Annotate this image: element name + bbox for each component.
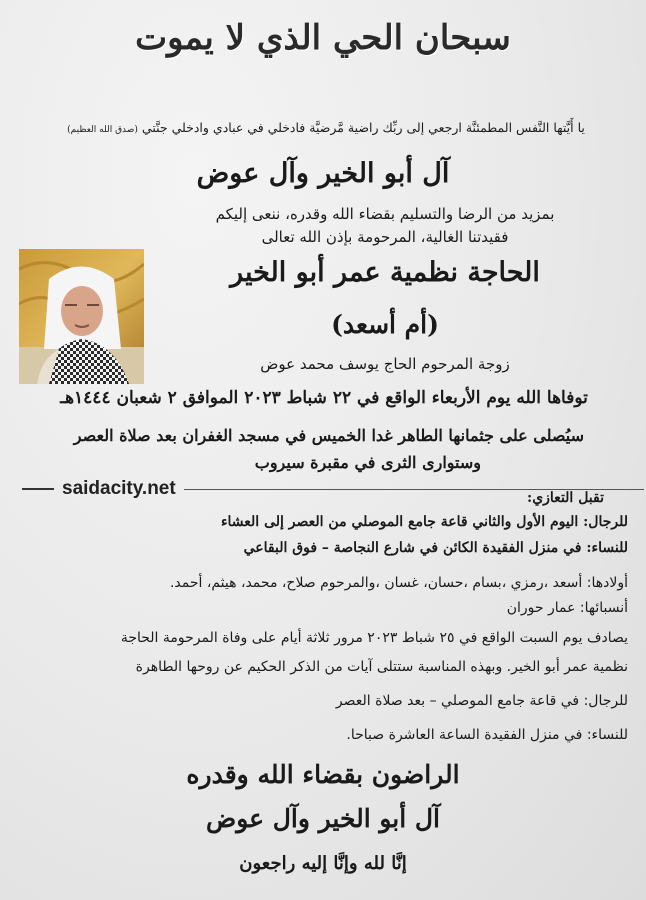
intro-line-1: بمزيد من الرضا والتسليم بقضاء الله وقدره، ننعى إليكم [215, 205, 555, 223]
closing-families: آل أبو الخير وآل عوض [205, 804, 441, 833]
verse-text: يا أَيَّتها النَّفس المطمئنَّة ارجعي إلى ربِّك راضية مَّرضيَّة فادخلي في عبادي وادخلي جنَّتي [141, 120, 585, 135]
third-day-line-1: يصادف يوم السبت الواقع في ٢٥ شباط ٢٠٢٣ مرور ثلاثة أيام على وفاة المرحومة الحاجة [120, 630, 628, 646]
watermark-text: saidacity.net [62, 478, 176, 499]
watermark-rule [22, 488, 54, 490]
deceased-kunya: (أم أسعد) [331, 310, 439, 339]
in-laws-line: أنسبائها: عمار حوران [506, 600, 628, 616]
closing-line-1: الراضون بقضاء الله وقدره [186, 760, 460, 789]
funeral-prayer-line: سيُصلى على جثمانها الطاهر غدا الخميس في مسجد الغفران بعد صلاة العصر [73, 426, 584, 445]
calligraphy-header: سبحان الحي الذي لا يموت [135, 18, 511, 58]
portrait-image [19, 249, 144, 384]
verse-source: (صدق الله العظيم) [67, 125, 138, 135]
condolences-title: تقبل التعازي: [527, 490, 604, 506]
deceased-name: الحاجة نظمية عمر أبو الخير [230, 257, 540, 288]
condolences-men: للرجال: اليوم الأول والثاني قاعة جامع الموصلي من العصر إلى العشاء [220, 514, 628, 530]
third-day-men: للرجال: في قاعة جامع الموصلي – بعد صلاة العصر [335, 693, 628, 709]
third-day-line-2: نظمية عمر أبو الخير. وبهذه المناسبة ستتلى آيات من الذكر الحكيم عن روحها الطاهرة [135, 659, 628, 675]
families-heading: آل أبو الخير وآل عوض [196, 158, 450, 189]
condolences-women: للنساء: في منزل الفقيدة الكائن في شارع النجاصة – فوق البقاعي [243, 540, 628, 556]
death-date-line: توفاها الله يوم الأربعاء الواقع في ٢٢ شباط ٢٠٢٣ الموافق ٢ شعبان ١٤٤٤هـ [60, 388, 588, 408]
quran-verse [30, 120, 622, 135]
children-line: أولادها: أسعد ،رمزي ،بسام ،حسان، غسان ،والمرحوم صلاح، محمد، هيثم، أحمد. [169, 575, 628, 591]
closing-verse: إنَّا لله وإنَّا إليه راجعون [239, 853, 407, 874]
third-day-women: للنساء: في منزل الفقيدة الساعة العاشرة صباحا. [346, 727, 628, 743]
intro-line-2: فقيدتنا الغالية، المرحومة بإذن الله تعالى [261, 228, 509, 246]
wife-of-line: زوجة المرحوم الحاج يوسف محمد عوض [260, 355, 510, 373]
burial-line: وستوارى الثرى في مقبرة سيروب [254, 453, 481, 472]
deceased-photo [19, 249, 144, 384]
